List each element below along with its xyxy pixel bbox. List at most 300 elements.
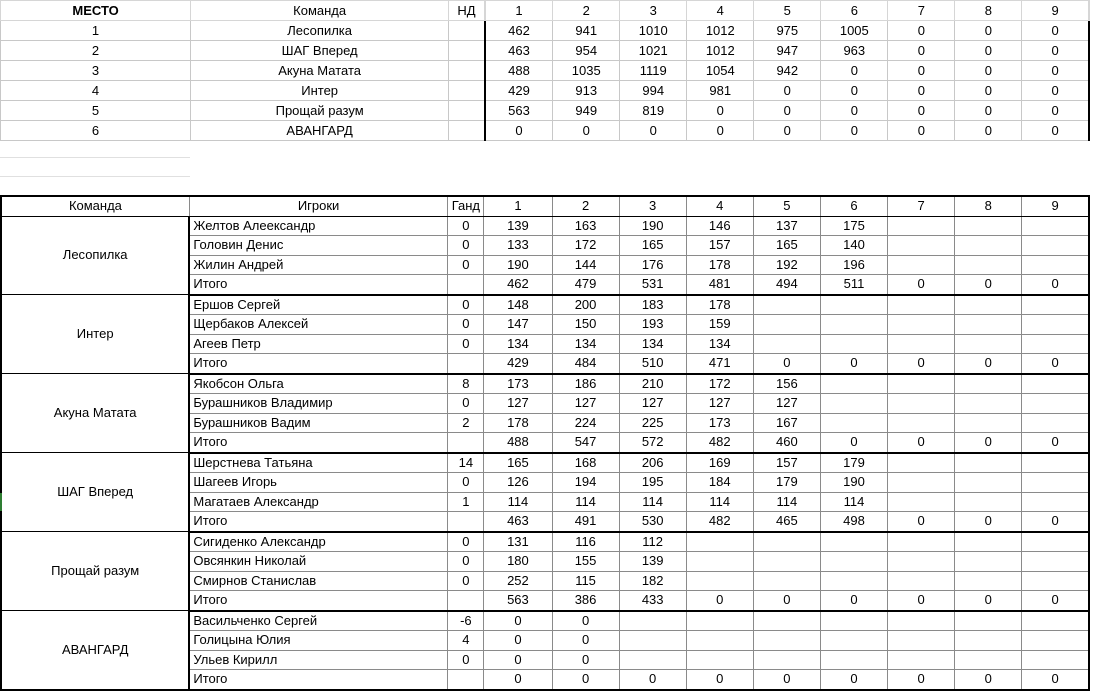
players-header-cell[interactable]: 7 [888, 196, 955, 216]
score-cell[interactable] [955, 571, 1022, 591]
score-cell[interactable]: 139 [484, 216, 552, 236]
standings-cell[interactable]: 0 [955, 101, 1022, 121]
score-cell[interactable] [753, 571, 820, 591]
standings-cell[interactable]: 941 [553, 21, 620, 41]
standings-cell[interactable]: 0 [955, 81, 1022, 101]
score-cell[interactable] [888, 216, 955, 236]
score-cell[interactable]: 173 [484, 374, 552, 394]
score-cell[interactable]: 0 [1022, 591, 1089, 611]
handicap-cell[interactable]: 0 [448, 532, 484, 552]
score-cell[interactable] [820, 374, 887, 394]
score-cell[interactable]: 0 [552, 631, 619, 651]
standings-cell[interactable]: 4 [1, 81, 191, 101]
score-cell[interactable] [955, 631, 1022, 651]
team-name-cell[interactable]: Акуна Матата [1, 374, 189, 453]
standings-cell[interactable]: 819 [620, 101, 687, 121]
score-cell[interactable]: 184 [686, 473, 753, 493]
standings-cell[interactable]: 0 [955, 61, 1022, 81]
score-cell[interactable] [1022, 532, 1089, 552]
score-cell[interactable] [686, 532, 753, 552]
score-cell[interactable]: 114 [686, 492, 753, 512]
score-cell[interactable]: 139 [619, 552, 686, 572]
score-cell[interactable]: 0 [820, 591, 887, 611]
score-cell[interactable]: 224 [552, 413, 619, 433]
score-cell[interactable]: 180 [484, 552, 552, 572]
player-name-cell[interactable]: Магатаев Александр [189, 492, 447, 512]
score-cell[interactable]: 146 [686, 216, 753, 236]
score-cell[interactable]: 112 [619, 532, 686, 552]
score-cell[interactable]: 484 [552, 354, 619, 374]
score-cell[interactable]: 131 [484, 532, 552, 552]
score-cell[interactable]: 127 [484, 394, 552, 414]
score-cell[interactable]: 460 [753, 433, 820, 453]
handicap-cell[interactable]: 0 [448, 334, 484, 354]
score-cell[interactable] [820, 532, 887, 552]
score-cell[interactable] [955, 295, 1022, 315]
score-cell[interactable] [955, 236, 1022, 256]
player-name-cell[interactable]: Жилин Андрей [189, 255, 447, 275]
standings-header-cell[interactable]: 1 [485, 1, 553, 21]
player-name-cell[interactable]: Ершов Сергей [189, 295, 447, 315]
score-cell[interactable]: 0 [619, 670, 686, 690]
score-cell[interactable] [1022, 492, 1089, 512]
score-cell[interactable]: 172 [686, 374, 753, 394]
score-cell[interactable]: 137 [753, 216, 820, 236]
standings-cell[interactable]: 1 [1, 21, 191, 41]
score-cell[interactable]: 0 [1022, 275, 1089, 295]
handicap-cell[interactable] [448, 591, 484, 611]
score-cell[interactable]: 0 [552, 611, 619, 631]
players-header-cell[interactable]: 3 [619, 196, 686, 216]
score-cell[interactable] [753, 650, 820, 670]
score-cell[interactable]: 144 [552, 255, 619, 275]
score-cell[interactable] [820, 315, 887, 335]
standings-cell[interactable]: 1021 [620, 41, 687, 61]
score-cell[interactable] [888, 650, 955, 670]
score-cell[interactable] [955, 255, 1022, 275]
score-cell[interactable] [955, 473, 1022, 493]
players-header-cell[interactable]: 5 [753, 196, 820, 216]
score-cell[interactable]: 547 [552, 433, 619, 453]
standings-cell[interactable]: 0 [553, 121, 620, 141]
score-cell[interactable] [1022, 394, 1089, 414]
player-name-cell[interactable]: Желтов Алеександр [189, 216, 447, 236]
standings-cell[interactable] [449, 21, 485, 41]
score-cell[interactable]: 169 [686, 453, 753, 473]
score-cell[interactable]: 178 [686, 295, 753, 315]
score-cell[interactable] [1022, 552, 1089, 572]
handicap-cell[interactable] [448, 670, 484, 690]
handicap-cell[interactable] [448, 275, 484, 295]
score-cell[interactable]: 150 [552, 315, 619, 335]
score-cell[interactable]: 173 [686, 413, 753, 433]
score-cell[interactable] [753, 552, 820, 572]
standings-cell[interactable]: 1005 [821, 21, 888, 41]
score-cell[interactable] [955, 413, 1022, 433]
total-label-cell[interactable]: Итого [189, 591, 447, 611]
handicap-cell[interactable]: 0 [448, 315, 484, 335]
score-cell[interactable]: 147 [484, 315, 552, 335]
standings-cell[interactable]: 563 [485, 101, 553, 121]
score-cell[interactable] [820, 650, 887, 670]
standings-cell[interactable]: 975 [754, 21, 821, 41]
score-cell[interactable] [1022, 374, 1089, 394]
score-cell[interactable]: 0 [753, 591, 820, 611]
score-cell[interactable]: 386 [552, 591, 619, 611]
score-cell[interactable] [753, 315, 820, 335]
team-name-cell[interactable]: Прощай разум [1, 532, 189, 611]
score-cell[interactable] [955, 334, 1022, 354]
standings-cell[interactable]: Лесопилка [191, 21, 449, 41]
standings-cell[interactable]: 0 [620, 121, 687, 141]
score-cell[interactable] [686, 571, 753, 591]
score-cell[interactable] [955, 650, 1022, 670]
handicap-cell[interactable]: 1 [448, 492, 484, 512]
standings-cell[interactable]: Акуна Матата [191, 61, 449, 81]
standings-header-cell[interactable]: 6 [821, 1, 888, 21]
standings-cell[interactable]: 463 [485, 41, 553, 61]
standings-header-cell[interactable]: 4 [687, 1, 754, 21]
standings-cell[interactable]: 1012 [687, 41, 754, 61]
score-cell[interactable]: 479 [552, 275, 619, 295]
score-cell[interactable] [888, 571, 955, 591]
standings-cell[interactable]: 6 [1, 121, 191, 141]
player-name-cell[interactable]: Бурашников Владимир [189, 394, 447, 414]
score-cell[interactable]: 572 [619, 433, 686, 453]
handicap-cell[interactable]: 0 [448, 473, 484, 493]
score-cell[interactable]: 182 [619, 571, 686, 591]
total-label-cell[interactable]: Итого [189, 354, 447, 374]
standings-cell[interactable]: 0 [1022, 61, 1089, 81]
score-cell[interactable]: 157 [753, 453, 820, 473]
standings-cell[interactable]: 1010 [620, 21, 687, 41]
player-name-cell[interactable]: Ульев Кирилл [189, 650, 447, 670]
score-cell[interactable]: 175 [820, 216, 887, 236]
player-name-cell[interactable]: Агеев Петр [189, 334, 447, 354]
score-cell[interactable]: 114 [552, 492, 619, 512]
score-cell[interactable] [753, 295, 820, 315]
score-cell[interactable]: 0 [820, 433, 887, 453]
score-cell[interactable]: 165 [619, 236, 686, 256]
score-cell[interactable]: 0 [888, 512, 955, 532]
score-cell[interactable]: 157 [686, 236, 753, 256]
score-cell[interactable]: 190 [619, 216, 686, 236]
score-cell[interactable]: 172 [552, 236, 619, 256]
score-cell[interactable]: 0 [686, 591, 753, 611]
total-label-cell[interactable]: Итого [189, 670, 447, 690]
score-cell[interactable]: 0 [888, 354, 955, 374]
score-cell[interactable] [820, 552, 887, 572]
standings-cell[interactable]: 0 [754, 101, 821, 121]
score-cell[interactable]: 196 [820, 255, 887, 275]
score-cell[interactable] [888, 631, 955, 651]
score-cell[interactable]: 179 [820, 453, 887, 473]
handicap-cell[interactable]: 0 [448, 255, 484, 275]
score-cell[interactable]: 127 [686, 394, 753, 414]
score-cell[interactable] [888, 492, 955, 512]
standings-cell[interactable]: 0 [888, 21, 955, 41]
score-cell[interactable] [686, 611, 753, 631]
player-name-cell[interactable]: Бурашников Вадим [189, 413, 447, 433]
score-cell[interactable]: 252 [484, 571, 552, 591]
score-cell[interactable]: 482 [686, 512, 753, 532]
score-cell[interactable]: 168 [552, 453, 619, 473]
score-cell[interactable]: 206 [619, 453, 686, 473]
score-cell[interactable]: 0 [888, 275, 955, 295]
score-cell[interactable] [820, 394, 887, 414]
standings-cell[interactable]: АВАНГАРД [191, 121, 449, 141]
score-cell[interactable] [888, 394, 955, 414]
standings-cell[interactable]: Прощай разум [191, 101, 449, 121]
players-header-cell[interactable]: 9 [1022, 196, 1089, 216]
standings-cell[interactable]: 954 [553, 41, 620, 61]
standings-cell[interactable]: 2 [1, 41, 191, 61]
score-cell[interactable]: 179 [753, 473, 820, 493]
standings-cell[interactable]: 0 [888, 61, 955, 81]
standings-header-cell[interactable]: 9 [1022, 1, 1089, 21]
score-cell[interactable]: 0 [1022, 354, 1089, 374]
score-cell[interactable]: 190 [820, 473, 887, 493]
score-cell[interactable]: 0 [888, 433, 955, 453]
standings-cell[interactable]: 0 [888, 41, 955, 61]
score-cell[interactable]: 176 [619, 255, 686, 275]
score-cell[interactable]: 481 [686, 275, 753, 295]
score-cell[interactable]: 134 [552, 334, 619, 354]
handicap-cell[interactable]: 8 [448, 374, 484, 394]
score-cell[interactable]: 0 [1022, 433, 1089, 453]
standings-cell[interactable]: 0 [821, 101, 888, 121]
score-cell[interactable]: 0 [955, 512, 1022, 532]
handicap-cell[interactable] [448, 512, 484, 532]
standings-cell[interactable]: 1012 [687, 21, 754, 41]
score-cell[interactable]: 463 [484, 512, 552, 532]
handicap-cell[interactable]: 2 [448, 413, 484, 433]
standings-cell[interactable]: 0 [821, 121, 888, 141]
score-cell[interactable] [820, 631, 887, 651]
player-name-cell[interactable]: Смирнов Станислав [189, 571, 447, 591]
score-cell[interactable]: 491 [552, 512, 619, 532]
standings-cell[interactable]: 3 [1, 61, 191, 81]
score-cell[interactable]: 186 [552, 374, 619, 394]
standings-cell[interactable]: 0 [1022, 81, 1089, 101]
score-cell[interactable]: 115 [552, 571, 619, 591]
score-cell[interactable]: 155 [552, 552, 619, 572]
team-name-cell[interactable]: Лесопилка [1, 216, 189, 295]
standings-cell[interactable]: 0 [687, 121, 754, 141]
score-cell[interactable] [1022, 571, 1089, 591]
standings-cell[interactable]: Интер [191, 81, 449, 101]
score-cell[interactable]: 167 [753, 413, 820, 433]
score-cell[interactable]: 178 [686, 255, 753, 275]
score-cell[interactable] [820, 611, 887, 631]
score-cell[interactable]: 0 [484, 611, 552, 631]
player-name-cell[interactable]: Васильченко Сергей [189, 611, 447, 631]
standings-cell[interactable]: ШАГ Вперед [191, 41, 449, 61]
score-cell[interactable] [1022, 453, 1089, 473]
score-cell[interactable]: 0 [484, 650, 552, 670]
score-cell[interactable] [820, 334, 887, 354]
score-cell[interactable]: 0 [955, 354, 1022, 374]
handicap-cell[interactable]: 14 [448, 453, 484, 473]
score-cell[interactable]: 133 [484, 236, 552, 256]
standings-cell[interactable]: 0 [955, 21, 1022, 41]
score-cell[interactable] [1022, 473, 1089, 493]
score-cell[interactable] [888, 532, 955, 552]
standings-header-cell[interactable]: 2 [553, 1, 620, 21]
score-cell[interactable]: 0 [484, 631, 552, 651]
score-cell[interactable]: 165 [484, 453, 552, 473]
score-cell[interactable] [1022, 413, 1089, 433]
players-header-cell[interactable]: Команда [1, 196, 189, 216]
standings-cell[interactable]: 949 [553, 101, 620, 121]
score-cell[interactable] [888, 334, 955, 354]
score-cell[interactable]: 195 [619, 473, 686, 493]
standings-cell[interactable]: 0 [955, 41, 1022, 61]
score-cell[interactable]: 0 [820, 670, 887, 690]
standings-cell[interactable]: 0 [888, 121, 955, 141]
score-cell[interactable] [820, 413, 887, 433]
score-cell[interactable] [1022, 631, 1089, 651]
score-cell[interactable]: 494 [753, 275, 820, 295]
players-header-cell[interactable]: 8 [955, 196, 1022, 216]
score-cell[interactable]: 126 [484, 473, 552, 493]
score-cell[interactable]: 530 [619, 512, 686, 532]
score-cell[interactable]: 563 [484, 591, 552, 611]
score-cell[interactable]: 134 [619, 334, 686, 354]
team-name-cell[interactable]: Интер [1, 295, 189, 374]
score-cell[interactable] [686, 552, 753, 572]
standings-header-cell[interactable]: 8 [955, 1, 1022, 21]
standings-cell[interactable]: 947 [754, 41, 821, 61]
score-cell[interactable] [888, 236, 955, 256]
players-header-cell[interactable]: Ганд [448, 196, 484, 216]
score-cell[interactable]: 148 [484, 295, 552, 315]
score-cell[interactable] [1022, 216, 1089, 236]
standings-cell[interactable]: 981 [687, 81, 754, 101]
score-cell[interactable] [820, 295, 887, 315]
handicap-cell[interactable] [448, 354, 484, 374]
score-cell[interactable] [888, 374, 955, 394]
player-name-cell[interactable]: Якобсон Ольга [189, 374, 447, 394]
score-cell[interactable]: 192 [753, 255, 820, 275]
standings-cell[interactable]: 0 [687, 101, 754, 121]
score-cell[interactable]: 140 [820, 236, 887, 256]
score-cell[interactable]: 163 [552, 216, 619, 236]
score-cell[interactable]: 127 [619, 394, 686, 414]
score-cell[interactable] [619, 650, 686, 670]
standings-cell[interactable]: 942 [754, 61, 821, 81]
player-name-cell[interactable]: Головин Денис [189, 236, 447, 256]
players-header-cell[interactable]: 4 [686, 196, 753, 216]
handicap-cell[interactable]: -6 [448, 611, 484, 631]
score-cell[interactable]: 114 [484, 492, 552, 512]
score-cell[interactable] [753, 532, 820, 552]
total-label-cell[interactable]: Итого [189, 275, 447, 295]
score-cell[interactable] [888, 413, 955, 433]
score-cell[interactable]: 159 [686, 315, 753, 335]
score-cell[interactable] [1022, 255, 1089, 275]
score-cell[interactable] [686, 650, 753, 670]
standings-cell[interactable]: 963 [821, 41, 888, 61]
score-cell[interactable]: 488 [484, 433, 552, 453]
team-name-cell[interactable]: АВАНГАРД [1, 611, 189, 690]
handicap-cell[interactable]: 0 [448, 216, 484, 236]
score-cell[interactable] [955, 611, 1022, 631]
standings-cell[interactable]: 0 [754, 81, 821, 101]
score-cell[interactable]: 0 [552, 650, 619, 670]
score-cell[interactable] [1022, 236, 1089, 256]
score-cell[interactable] [686, 631, 753, 651]
players-header-cell[interactable]: 6 [820, 196, 887, 216]
score-cell[interactable] [955, 374, 1022, 394]
score-cell[interactable] [888, 611, 955, 631]
score-cell[interactable]: 465 [753, 512, 820, 532]
player-name-cell[interactable]: Шагеев Игорь [189, 473, 447, 493]
handicap-cell[interactable]: 0 [448, 394, 484, 414]
standings-cell[interactable]: 462 [485, 21, 553, 41]
standings-header-cell[interactable]: НД [449, 1, 485, 21]
score-cell[interactable] [955, 552, 1022, 572]
score-cell[interactable]: 0 [955, 275, 1022, 295]
player-name-cell[interactable]: Сигиденко Александр [189, 532, 447, 552]
score-cell[interactable]: 510 [619, 354, 686, 374]
score-cell[interactable] [888, 552, 955, 572]
standings-header-cell[interactable]: 5 [754, 1, 821, 21]
score-cell[interactable] [1022, 315, 1089, 335]
handicap-cell[interactable]: 0 [448, 552, 484, 572]
score-cell[interactable]: 0 [484, 670, 552, 690]
standings-header-cell[interactable]: МЕСТО [1, 1, 191, 21]
standings-cell[interactable]: 0 [1022, 21, 1089, 41]
score-cell[interactable]: 0 [552, 670, 619, 690]
score-cell[interactable] [955, 315, 1022, 335]
handicap-cell[interactable] [448, 433, 484, 453]
score-cell[interactable] [955, 453, 1022, 473]
score-cell[interactable]: 210 [619, 374, 686, 394]
score-cell[interactable] [619, 611, 686, 631]
score-cell[interactable]: 0 [820, 354, 887, 374]
score-cell[interactable]: 127 [552, 394, 619, 414]
score-cell[interactable]: 0 [955, 433, 1022, 453]
score-cell[interactable] [753, 334, 820, 354]
score-cell[interactable]: 0 [753, 670, 820, 690]
standings-cell[interactable]: 1035 [553, 61, 620, 81]
score-cell[interactable] [888, 315, 955, 335]
standings-cell[interactable]: 0 [1022, 121, 1089, 141]
score-cell[interactable]: 225 [619, 413, 686, 433]
score-cell[interactable] [888, 295, 955, 315]
score-cell[interactable]: 190 [484, 255, 552, 275]
score-cell[interactable]: 178 [484, 413, 552, 433]
score-cell[interactable]: 498 [820, 512, 887, 532]
score-cell[interactable]: 0 [753, 354, 820, 374]
handicap-cell[interactable]: 4 [448, 631, 484, 651]
score-cell[interactable] [888, 453, 955, 473]
score-cell[interactable]: 531 [619, 275, 686, 295]
score-cell[interactable]: 165 [753, 236, 820, 256]
team-name-cell[interactable]: ШАГ Вперед [1, 453, 189, 532]
score-cell[interactable]: 462 [484, 275, 552, 295]
score-cell[interactable] [1022, 611, 1089, 631]
standings-cell[interactable]: 0 [1022, 101, 1089, 121]
score-cell[interactable]: 200 [552, 295, 619, 315]
score-cell[interactable]: 156 [753, 374, 820, 394]
standings-cell[interactable]: 0 [888, 101, 955, 121]
player-name-cell[interactable]: Овсянкин Николай [189, 552, 447, 572]
player-name-cell[interactable]: Шерстнева Татьяна [189, 453, 447, 473]
standings-cell[interactable]: 0 [955, 121, 1022, 141]
handicap-cell[interactable]: 0 [448, 650, 484, 670]
